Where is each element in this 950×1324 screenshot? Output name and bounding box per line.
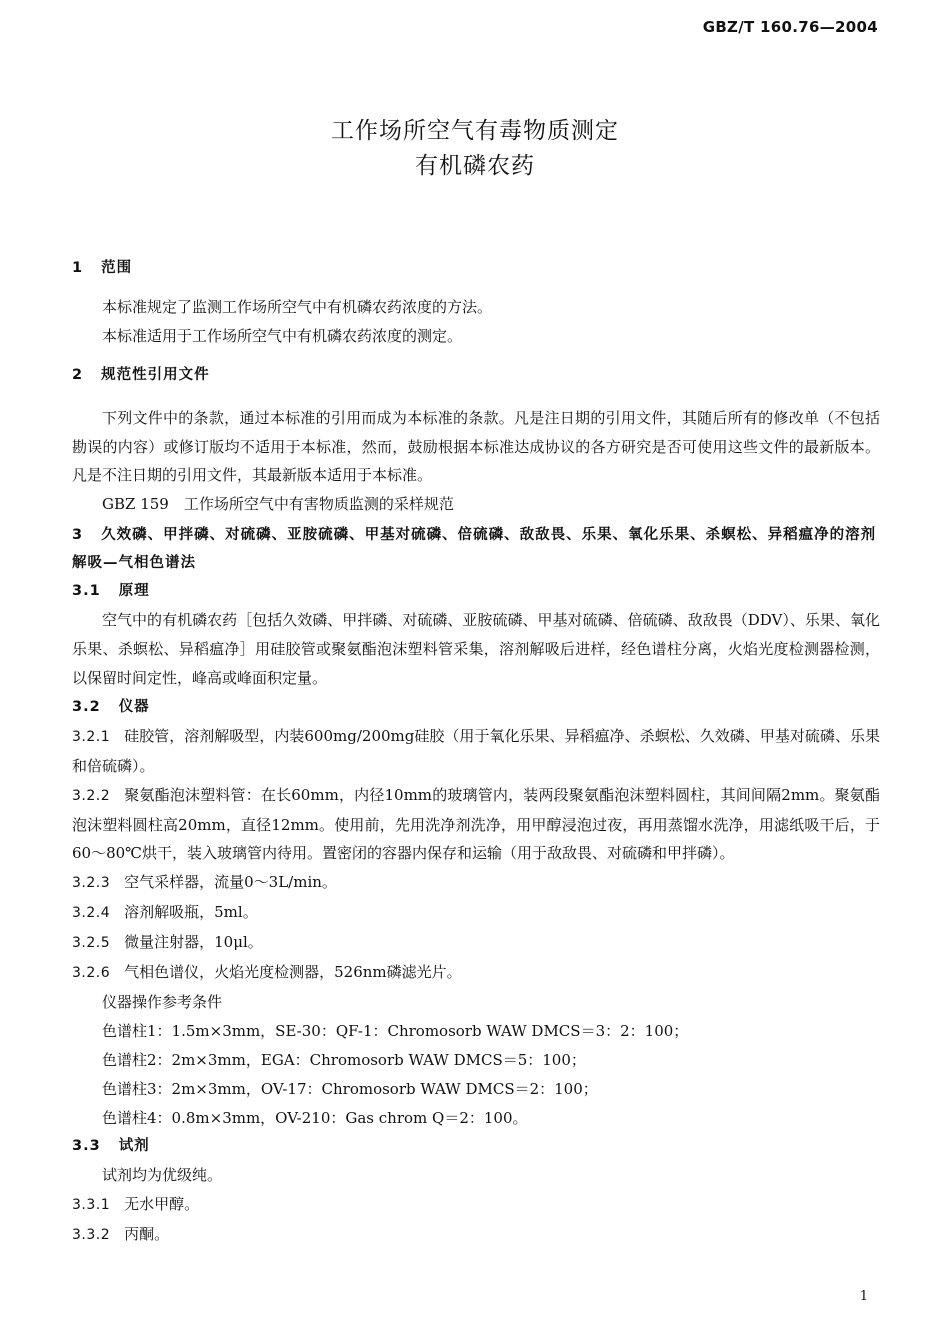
clause-3-2-3 [72,868,880,898]
section-title: 规范性引用文件 [101,366,210,383]
conditions-title: 仪器操作参考条件 [102,992,223,1011]
clause-number: 3.3.2 [72,1227,111,1244]
section-title: 仪器 [118,698,150,715]
clause-text: 丙酮。 [124,1225,170,1244]
clause-number: 3.2.3 [72,875,111,892]
section-3-3-heading [72,1132,880,1161]
clause-text: 微量注射器，10μl。 [124,933,263,952]
document-title: 工作场所空气有毒物质测定 [331,118,619,144]
clause-text: 空气采样器，流量0～3L/min。 [124,873,337,892]
clause-text: 聚氨酯泡沫塑料管：在长60mm，内径10mm的玻璃管内，装两段聚氨酯泡沫塑料圆柱，其间间隔2mm。聚氨酯泡沫塑料圆柱高20mm，直径12mm。使用前，先用洗净剂洗净，用甲醇浸泡过夜，再用蒸馏水洗净，用滤纸吸干后，于60～80℃烘干，装入玻璃管内待用。置密闭的容器内保存和运输（用于敌敌畏、对硫磷和甲拌磷）。 [72,785,880,863]
section-number: 2 [72,366,84,383]
column-condition: 色谱柱3：2m×3mm，OV-17：Chromosorb WAW DMCS＝2：100； [102,1079,598,1098]
clause-3-3-2 [72,1220,880,1250]
clause-3-3-1 [72,1190,880,1220]
paragraph: 本标准规定了监测工作场所空气中有机磷农药浓度的方法。 [102,297,493,316]
clause-number: 3.2.4 [72,905,111,922]
section-3-heading [72,521,880,577]
section-title: 试剂 [118,1138,150,1155]
section-2-heading [72,361,880,390]
clause-text: 溶剂解吸瓶，5ml。 [124,903,258,922]
column-condition: 色谱柱2：2m×3mm，EGA：Chromosorb WAW DMCS＝5：100； [102,1050,586,1069]
clause-number: 3.2.2 [72,787,111,804]
document-body [72,254,880,1250]
clause-3-2-1 [72,722,880,781]
clause-text: 硅胶管，溶剂解吸型，内装600mg/200mg硅胶（用于氧化乐果、异稻瘟净、杀螟松、久效磷、甲基对硫磷、乐果和倍硫磷）。 [72,726,880,775]
section-number: 3.3 [72,1138,101,1155]
section-number: 3.1 [72,583,101,600]
clause-number: 3.2.5 [72,935,111,952]
page-number: 1 [859,1289,868,1304]
section-number: 3 [72,527,84,544]
section-number: 1 [72,260,84,276]
section-1-heading [72,254,880,283]
clause-text: 无水甲醇。 [124,1195,200,1214]
clause-3-2-2 [72,781,880,869]
section-3-2-heading [72,693,880,722]
clause-number: 3.3.1 [72,1197,111,1214]
clause-3-2-5 [72,928,880,958]
paragraph: 下列文件中的条款，通过本标准的引用而成为本标准的条款。凡是注日期的引用文件，其随后所有的修改单（不包括勘误的内容）或修订版均不适用于本标准，然而，鼓励根据本标准达成协议的各方研究是否可使用这些文件的最新版本。凡是不注日期的引用文件，其最新版本适用于本标准。 [72,408,880,485]
clause-number: 3.2.1 [72,728,111,745]
section-number: 3.2 [72,698,101,715]
clause-number: 3.2.6 [72,965,111,982]
document-subtitle: 有机磷农药 [415,153,535,179]
clause-3-2-6 [72,958,880,988]
column-condition: 色谱柱1：1.5m×3mm，SE-30：QF-1：Chromosorb WAW DMCS＝3：2：100； [102,1021,689,1040]
standard-code: GBZ/T 160.76—2004 [702,18,878,36]
clause-text: 气相色谱仪，火焰光度检测器，526nm磷滤光片。 [124,963,462,982]
section-3-1-heading [72,577,880,606]
section-title: 久效磷、甲拌磷、对硫磷、亚胺硫磷、甲基对硫磷、倍硫磷、敌敌畏、乐果、氧化乐果、杀螟松、异稻瘟净的溶剂解吸—气相色谱法 [72,527,877,572]
paragraph: 本标准适用于工作场所空气中有机磷农药浓度的测定。 [102,326,463,345]
section-title: 原理 [118,583,150,600]
clause-3-2-4 [72,898,880,928]
column-condition: 色谱柱4：0.8m×3mm，OV-210：Gas chrom Q＝2：100。 [102,1108,528,1127]
section-title: 范围 [101,260,133,276]
normative-reference: GBZ 159 工作场所空气中有害物质监测的采样规范 [102,495,454,514]
paragraph: 试剂均为优级纯。 [102,1166,223,1185]
paragraph: 空气中的有机磷农药［包括久效磷、甲拌磷、对硫磷、亚胺硫磷、甲基对硫磷、倍硫磷、敌敌畏（DDV）、乐果、氧化乐果、杀螟松、异稻瘟净］用硅胶管或聚氨酯泡沫塑料管采集，溶剂解吸后进样，经色谱柱分离，火焰光度检测器检测，以保留时间定性，峰高或峰面积定量。 [72,611,880,687]
